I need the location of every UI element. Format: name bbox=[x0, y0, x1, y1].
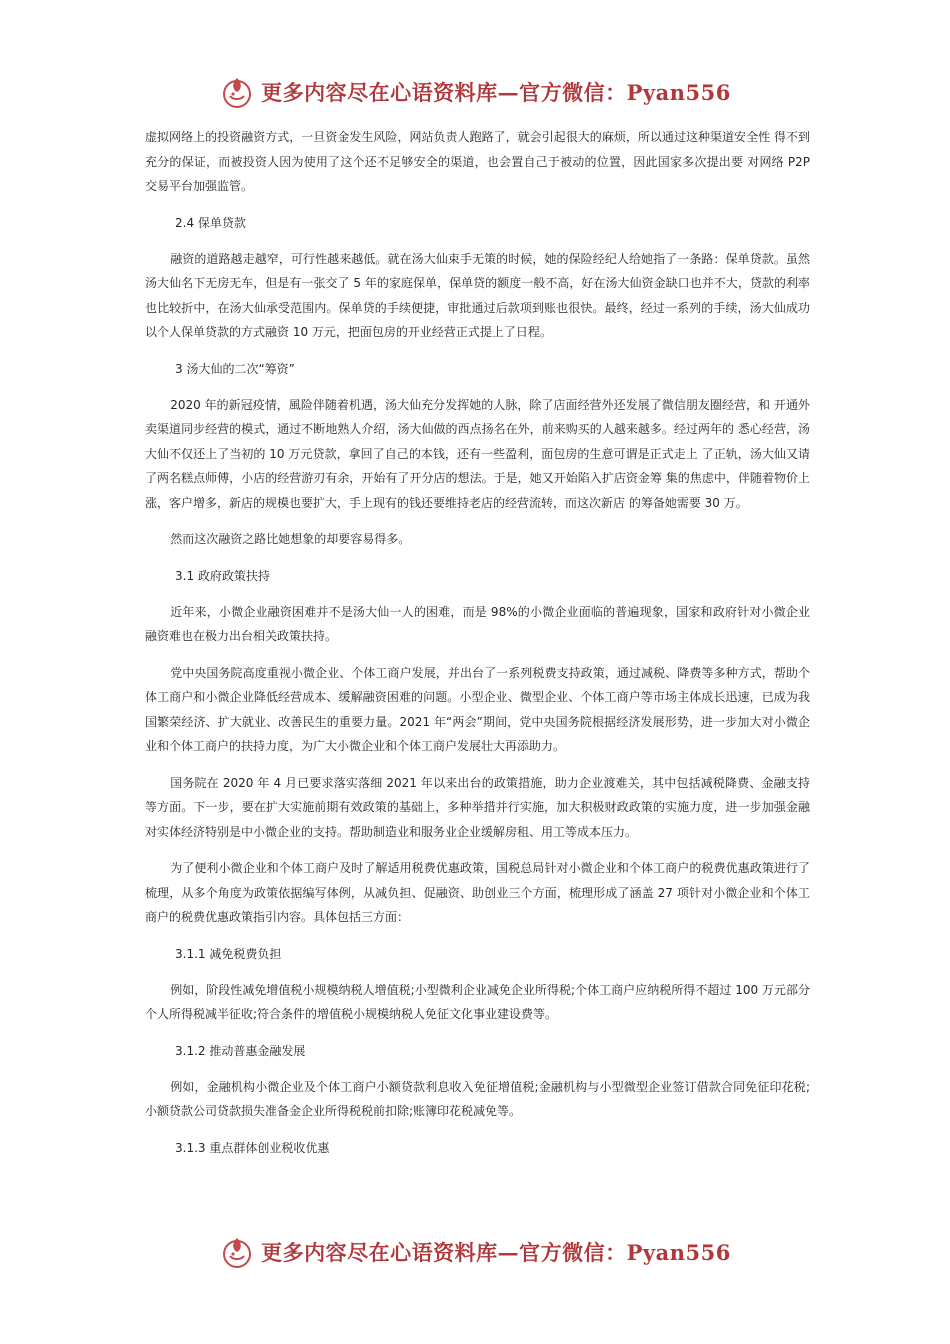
footer-watermark-banner bbox=[0, 1232, 950, 1272]
document-body bbox=[145, 125, 810, 1172]
footer-watermark-text: 更多内容尽在心语资料库—官方微信：Pyan556 bbox=[261, 1240, 731, 1265]
paragraph: 例如，金融机构小微企业及个体工商户小额贷款利息收入免征增值税;金融机构与小型微型企业签订借款合同免征印花税;小额贷款公司贷款损失准备金企业所得税税前扣除;账簿印花税减免等。 bbox=[145, 1079, 810, 1118]
paragraph: 国务院在 2020 年 4 月已要求落实落细 2021 年以来出台的政策措施，助力企业渡难关，其中包括减税降费、金融支持等方面。下一步，要在扩大实施前期有效政策的基础上，多种举措并行实施，加大积极财政政策的实施力度，进一步加强金融对实体经济特别是中小微企业的支持。帮助制造业和服务业企业缓解房租、用工等成本压力。 bbox=[145, 775, 810, 839]
header-watermark-banner bbox=[0, 72, 950, 112]
paragraph: 虚拟网络上的投资融资方式，一旦资金发生风险，网站负责人跑路了，就会引起很大的麻烦，所以通过这种渠道安全性 得不到充分的保证，而被投资人因为使用了这个还不足够安全的渠道，也会置自己于被动的位置，因此国家多次提出要 对网络 P2P 交易平台加强监管。 bbox=[145, 130, 810, 193]
flame-logo-icon bbox=[219, 74, 255, 110]
paragraph: 然而这次融资之路比她想象的却要容易得多。 bbox=[170, 532, 411, 546]
section-heading-3-1-2: 3.1.2 推动普惠金融发展 bbox=[175, 1043, 306, 1058]
paragraph: 例如，阶段性减免增值税小规模纳税人增值税;小型微利企业减免企业所得税;个体工商户应纳税所得不超过 100 万元部分个人所得税减半征收;符合条件的增值税小规模纳税人免征文化事业建设费等。 bbox=[145, 982, 810, 1021]
flame-logo-icon bbox=[219, 1234, 255, 1270]
paragraph: 融资的道路越走越窄，可行性越来越低。就在汤大仙束手无策的时候，她的保险经纪人给她指了一条路：保单贷款。虽然汤大仙名下无房无车，但是有一张交了 5 年的家庭保单，保单贷的额度一般不高，好在汤大仙资金缺口也并不大，贷款的利率也比较折中，在汤大仙承受范围内。保单贷的手续便捷，审批通过后款项到账也很快。最终，经过一系列的手续，汤大仙成功以个人保单贷款的方式融资 10 万元，把面包房的开业经营正式提上了日程。 bbox=[145, 251, 810, 339]
header-watermark-text: 更多内容尽在心语资料库—官方微信：Pyan556 bbox=[261, 80, 731, 105]
section-heading-3-1: 3.1 政府政策扶持 bbox=[175, 568, 270, 583]
paragraph: 为了便利小微企业和个体工商户及时了解适用税费优惠政策，国税总局针对小微企业和个体工商户的税费优惠政策进行了梳理，从多个角度为政策依据编写体例，从减负担、促融资、助创业三个方面，梳理形成了涵盖 27 项针对小微企业和个体工商户的税费优惠政策指引内容。具体包括三方面： bbox=[145, 861, 810, 924]
paragraph: 党中央国务院高度重视小微企业、个体工商户发展，并出台了一系列税费支持政策，通过减税、降费等多种方式，帮助个体工商户和小微企业降低经营成本、缓解融资困难的问题。小型企业、微型企业、个体工商户等市场主体成长迅速，已成为我国繁荣经济、扩大就业、改善民生的重要力量。2021 年“两会”期间，党中央国务院根据经济发展形势，进一步加大对小微企业和个体工商户的扶持力度，为广大小微企业和个体工商户发展壮大再添助力。 bbox=[145, 665, 810, 753]
paragraph: 2020 年的新冠疫情，風险伴随着机遇，汤大仙充分发挥她的人脉，除了店面经营外还发展了微信朋友圈经营，和 开通外卖渠道同步经营的模式，通过不断地熟人介绍，汤大仙做的西点扬名在外，前来购买的人越来越多。经过两年的 悉心经营，汤大仙不仅还上了当初的 10 万元贷款，拿回了自己的本钱，还有一些盈利，面包房的生意可谓是正式走上 了正轨，汤大仙又请了两名糕点师傅，小店的经营游刃有余，开始有了开分店的想法。于是，她又开始陷入扩店资金筹 集的焦虑中，伴随着物价上涨，客户增多，新店的规模也要扩大，手上现有的钱还要维持老店的经营流转，而这次新店 的筹备她需要 30 万。 bbox=[145, 397, 810, 510]
section-heading-2-4: 2.4 保单贷款 bbox=[175, 215, 246, 230]
section-heading-3-1-1: 3.1.1 减免税费负担 bbox=[175, 946, 282, 961]
section-heading-3-1-3: 3.1.3 重点群体创业税收优惠 bbox=[175, 1140, 330, 1155]
section-heading-3: 3 汤大仙的二次“筹资” bbox=[175, 361, 295, 376]
paragraph: 近年来，小微企业融资困难并不是汤大仙一人的困难，而是 98%的小微企业面临的普遍现象，国家和政府针对小微企业融资难也在极力出台相关政策扶持。 bbox=[145, 604, 810, 643]
